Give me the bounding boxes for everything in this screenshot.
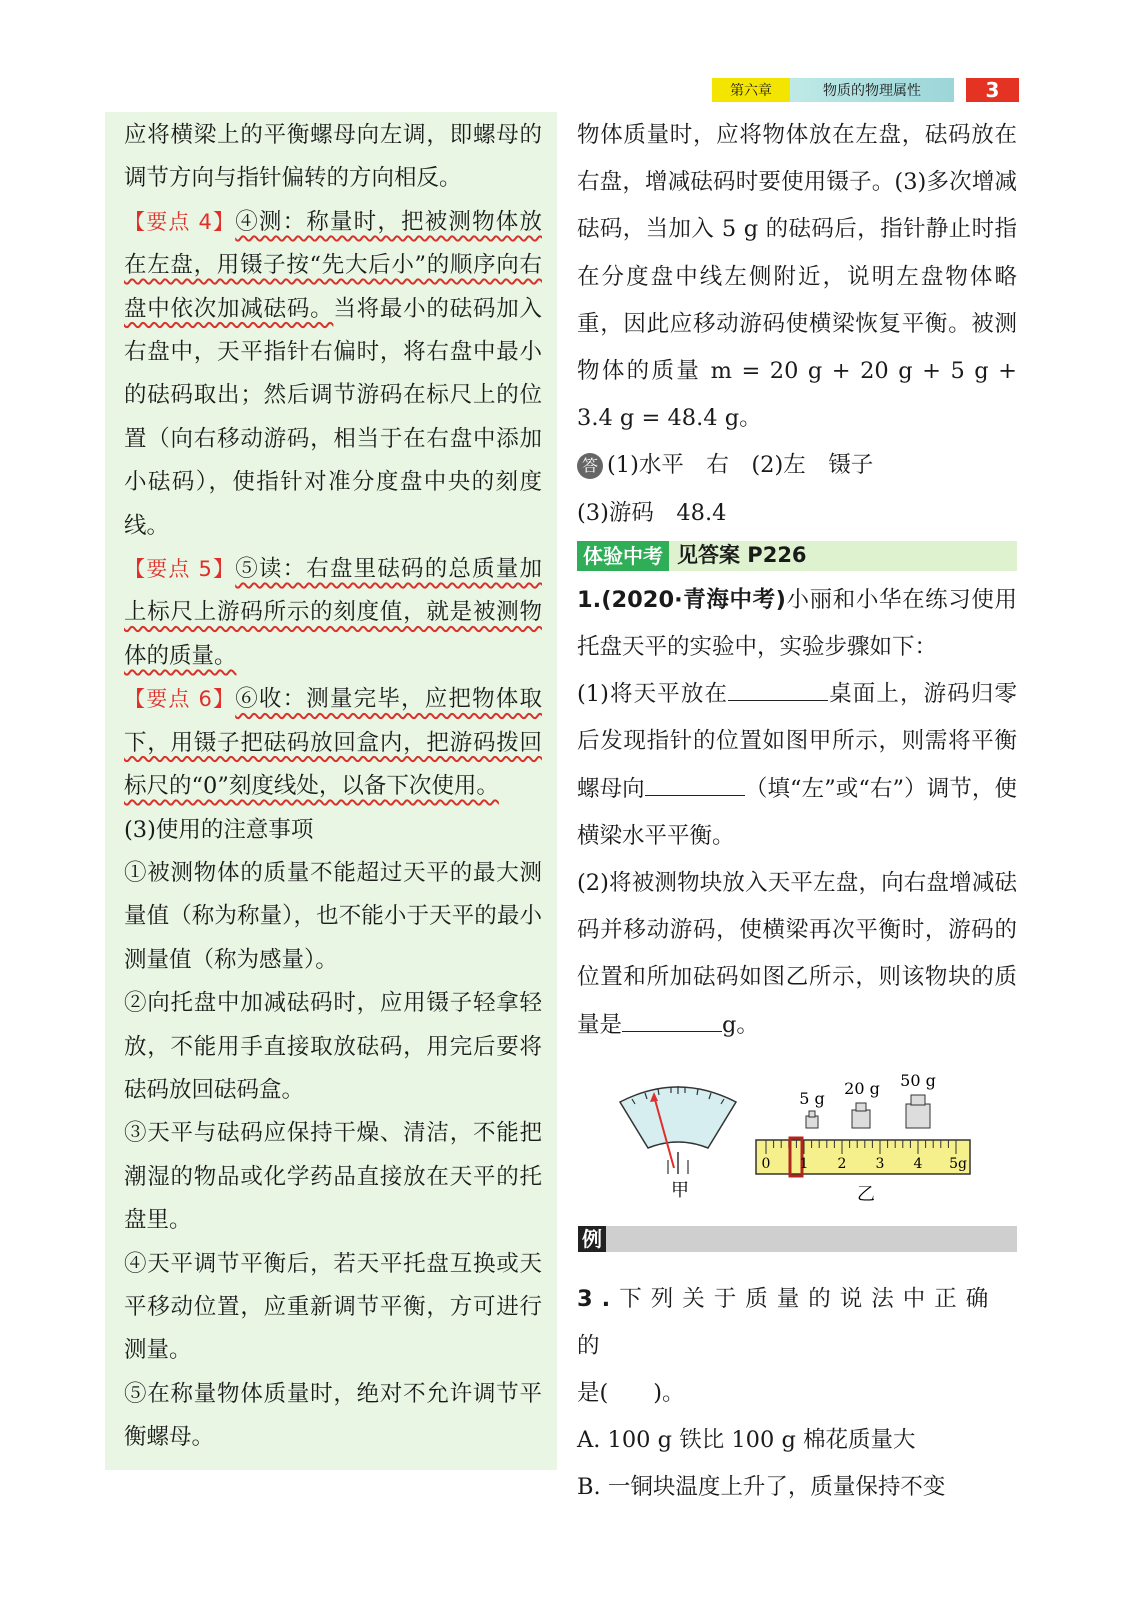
option-b[interactable]: B. 一铜块温度上升了，质量保持不变 (577, 1474, 946, 1500)
weight-20g (844, 1079, 880, 1128)
answer-line-1 (577, 442, 1017, 489)
chapter-title: 物质的物理属性 (790, 78, 954, 102)
answer-blank[interactable] (728, 676, 828, 701)
page-number: 3 (966, 78, 1019, 102)
balance-figures (600, 1068, 1000, 1208)
key-point-label: 【要点 5】 (124, 557, 236, 582)
ruler-label: 0 (761, 1156, 771, 1172)
weight-label: 5 g (799, 1089, 825, 1108)
exam-section-bar (577, 541, 1017, 571)
key-point-label: 【要点 6】 (124, 687, 236, 712)
question-text: (1)将天平放在 (577, 681, 729, 708)
weight-label: 20 g (844, 1079, 880, 1098)
wavy-text: ⑥收：测量完毕，应把物体取下，用镊子把砝码放回盒内，把游码拨回标尺的“0”刻度线处，以备下次使用。 (124, 686, 542, 800)
figure-label-jia: 甲 (671, 1180, 689, 1201)
wavy-text: ④测：称量时，把被测物体放在左盘，用镊子按“先大后小”的顺序向右盘中依次加减砝码。 (124, 208, 542, 322)
question-text: 桌面上，游码归零后发现指针的位置如图甲所示，则需将平衡螺母向 (577, 681, 1017, 802)
question-number: 3. (577, 1286, 620, 1312)
left-column (124, 114, 542, 1460)
right-column (577, 112, 1017, 1049)
wavy-text: ⑤读：右盘里砝码的总质量加上标尺上游码所示的刻度值，就是被测物体的质量。 (124, 556, 542, 669)
weight-label: 50 g (900, 1071, 936, 1090)
question-1-part-2 (577, 860, 1017, 1049)
ruler-label: 4 (913, 1156, 923, 1172)
question-text: （填“左”或“右”）调节，使横梁水平平衡。 (577, 775, 1017, 849)
solution-text: 物体质量时，应将物体放在左盘，砝码放在右盘，增减砝码时要使用镊子。(3)多次增减砝码，当加入 5 g 的砝码后，指针静止时指在分度盘中线左侧附近，说明左盘物体略重，因此应移动游码使横梁恢复平衡。被测物体的质量 m = 20 g + 20 g + 5 g + 3.4 g = 48.4 g。 (577, 122, 1017, 432)
question-1-stem (577, 577, 1017, 671)
key-point-4 (124, 201, 542, 548)
paragraph-adjust: 应将横梁上的平衡螺母向左调，即螺母的调节方向与指针偏转的方向相反。 (124, 122, 542, 192)
answer-reference: 见答案 P226 (677, 543, 807, 568)
example-section-bar (578, 1226, 1017, 1252)
note-5: ⑤在称量物体质量时，绝对不允许调节平衡螺母。 (124, 1380, 542, 1451)
ruler-scale (756, 1140, 970, 1174)
ruler-label: 3 (875, 1156, 885, 1172)
answer-blank[interactable] (645, 771, 745, 796)
page-header (712, 78, 1019, 102)
question-source: (2020·青海中考) (601, 586, 786, 613)
option-a[interactable]: A. 100 g 铁比 100 g 棉花质量大 (577, 1427, 916, 1453)
question-1-part-1 (577, 671, 1017, 860)
key-point-label: 【要点 4】 (124, 209, 236, 234)
key-point-6 (124, 678, 542, 808)
paragraph-text: 当将最小的砝码加入右盘中，天平指针右偏时，将右盘中最小的砝码取出；然后调节游码在标尺上的位置（向右移动游码，相当于在右盘中添加小砝码），使指针对准分度盘中央的刻度线。 (124, 295, 542, 539)
note-2: ②向托盘中加减砝码时，应用镊子轻拿轻放，不能用手直接取放砝码，用完后要将砝码放回砝码盒。 (124, 990, 542, 1103)
answer-text: (1)水平 右 (2)左 镊子 (607, 452, 874, 479)
weight-5g (799, 1089, 825, 1128)
question-3 (577, 1276, 1017, 1511)
question-text: g。 (722, 1011, 759, 1038)
dial-figure-jia (620, 1086, 736, 1201)
answer-line-2: (3)游码 48.4 (577, 499, 727, 526)
answer-icon: 答 (577, 453, 603, 479)
question-text: 下列关于质量的说法中正确的 (577, 1286, 998, 1359)
key-point-5 (124, 548, 542, 678)
question-text: (2)将被测物块放入天平左盘，向右盘增减砝码并移动游码，使横梁再次平衡时，游码的位置和所加砝码如图乙所示，则该物块的质量是 (577, 870, 1017, 1038)
question-3-stem-cont: 是( )。 (577, 1380, 685, 1406)
answer-blank[interactable] (622, 1007, 722, 1032)
example-tag: 例 (578, 1226, 606, 1252)
note-3: ③天平与砝码应保持干燥、清洁，不能把潮湿的物品或化学药品直接放在天平的托盘里。 (124, 1120, 542, 1234)
exam-section-tag: 体验中考 (577, 541, 669, 571)
section-heading: (3)使用的注意事项 (124, 816, 314, 843)
figure-label-yi: 乙 (857, 1184, 875, 1205)
question-number: 1. (577, 586, 602, 613)
chapter-label: 第六章 (712, 78, 790, 102)
note-4: ④天平调节平衡后，若天平托盘互换或天平移动位置，应重新调节平衡，方可进行测量。 (124, 1250, 542, 1364)
weights-and-ruler-yi (756, 1071, 970, 1205)
question-3-stem (577, 1276, 1017, 1370)
ruler-label: 2 (837, 1156, 847, 1172)
note-1: ①被测物体的质量不能超过天平的最大测量值（称为称量），也不能小于天平的最小测量值（称为感量）。 (124, 859, 542, 973)
weight-50g (900, 1071, 936, 1128)
question-text: 小丽和小华在练习使用托盘天平的实验中，实验步骤如下： (577, 586, 1017, 661)
ruler-label: 5g (949, 1156, 967, 1172)
ruler-label: 1 (799, 1156, 809, 1172)
